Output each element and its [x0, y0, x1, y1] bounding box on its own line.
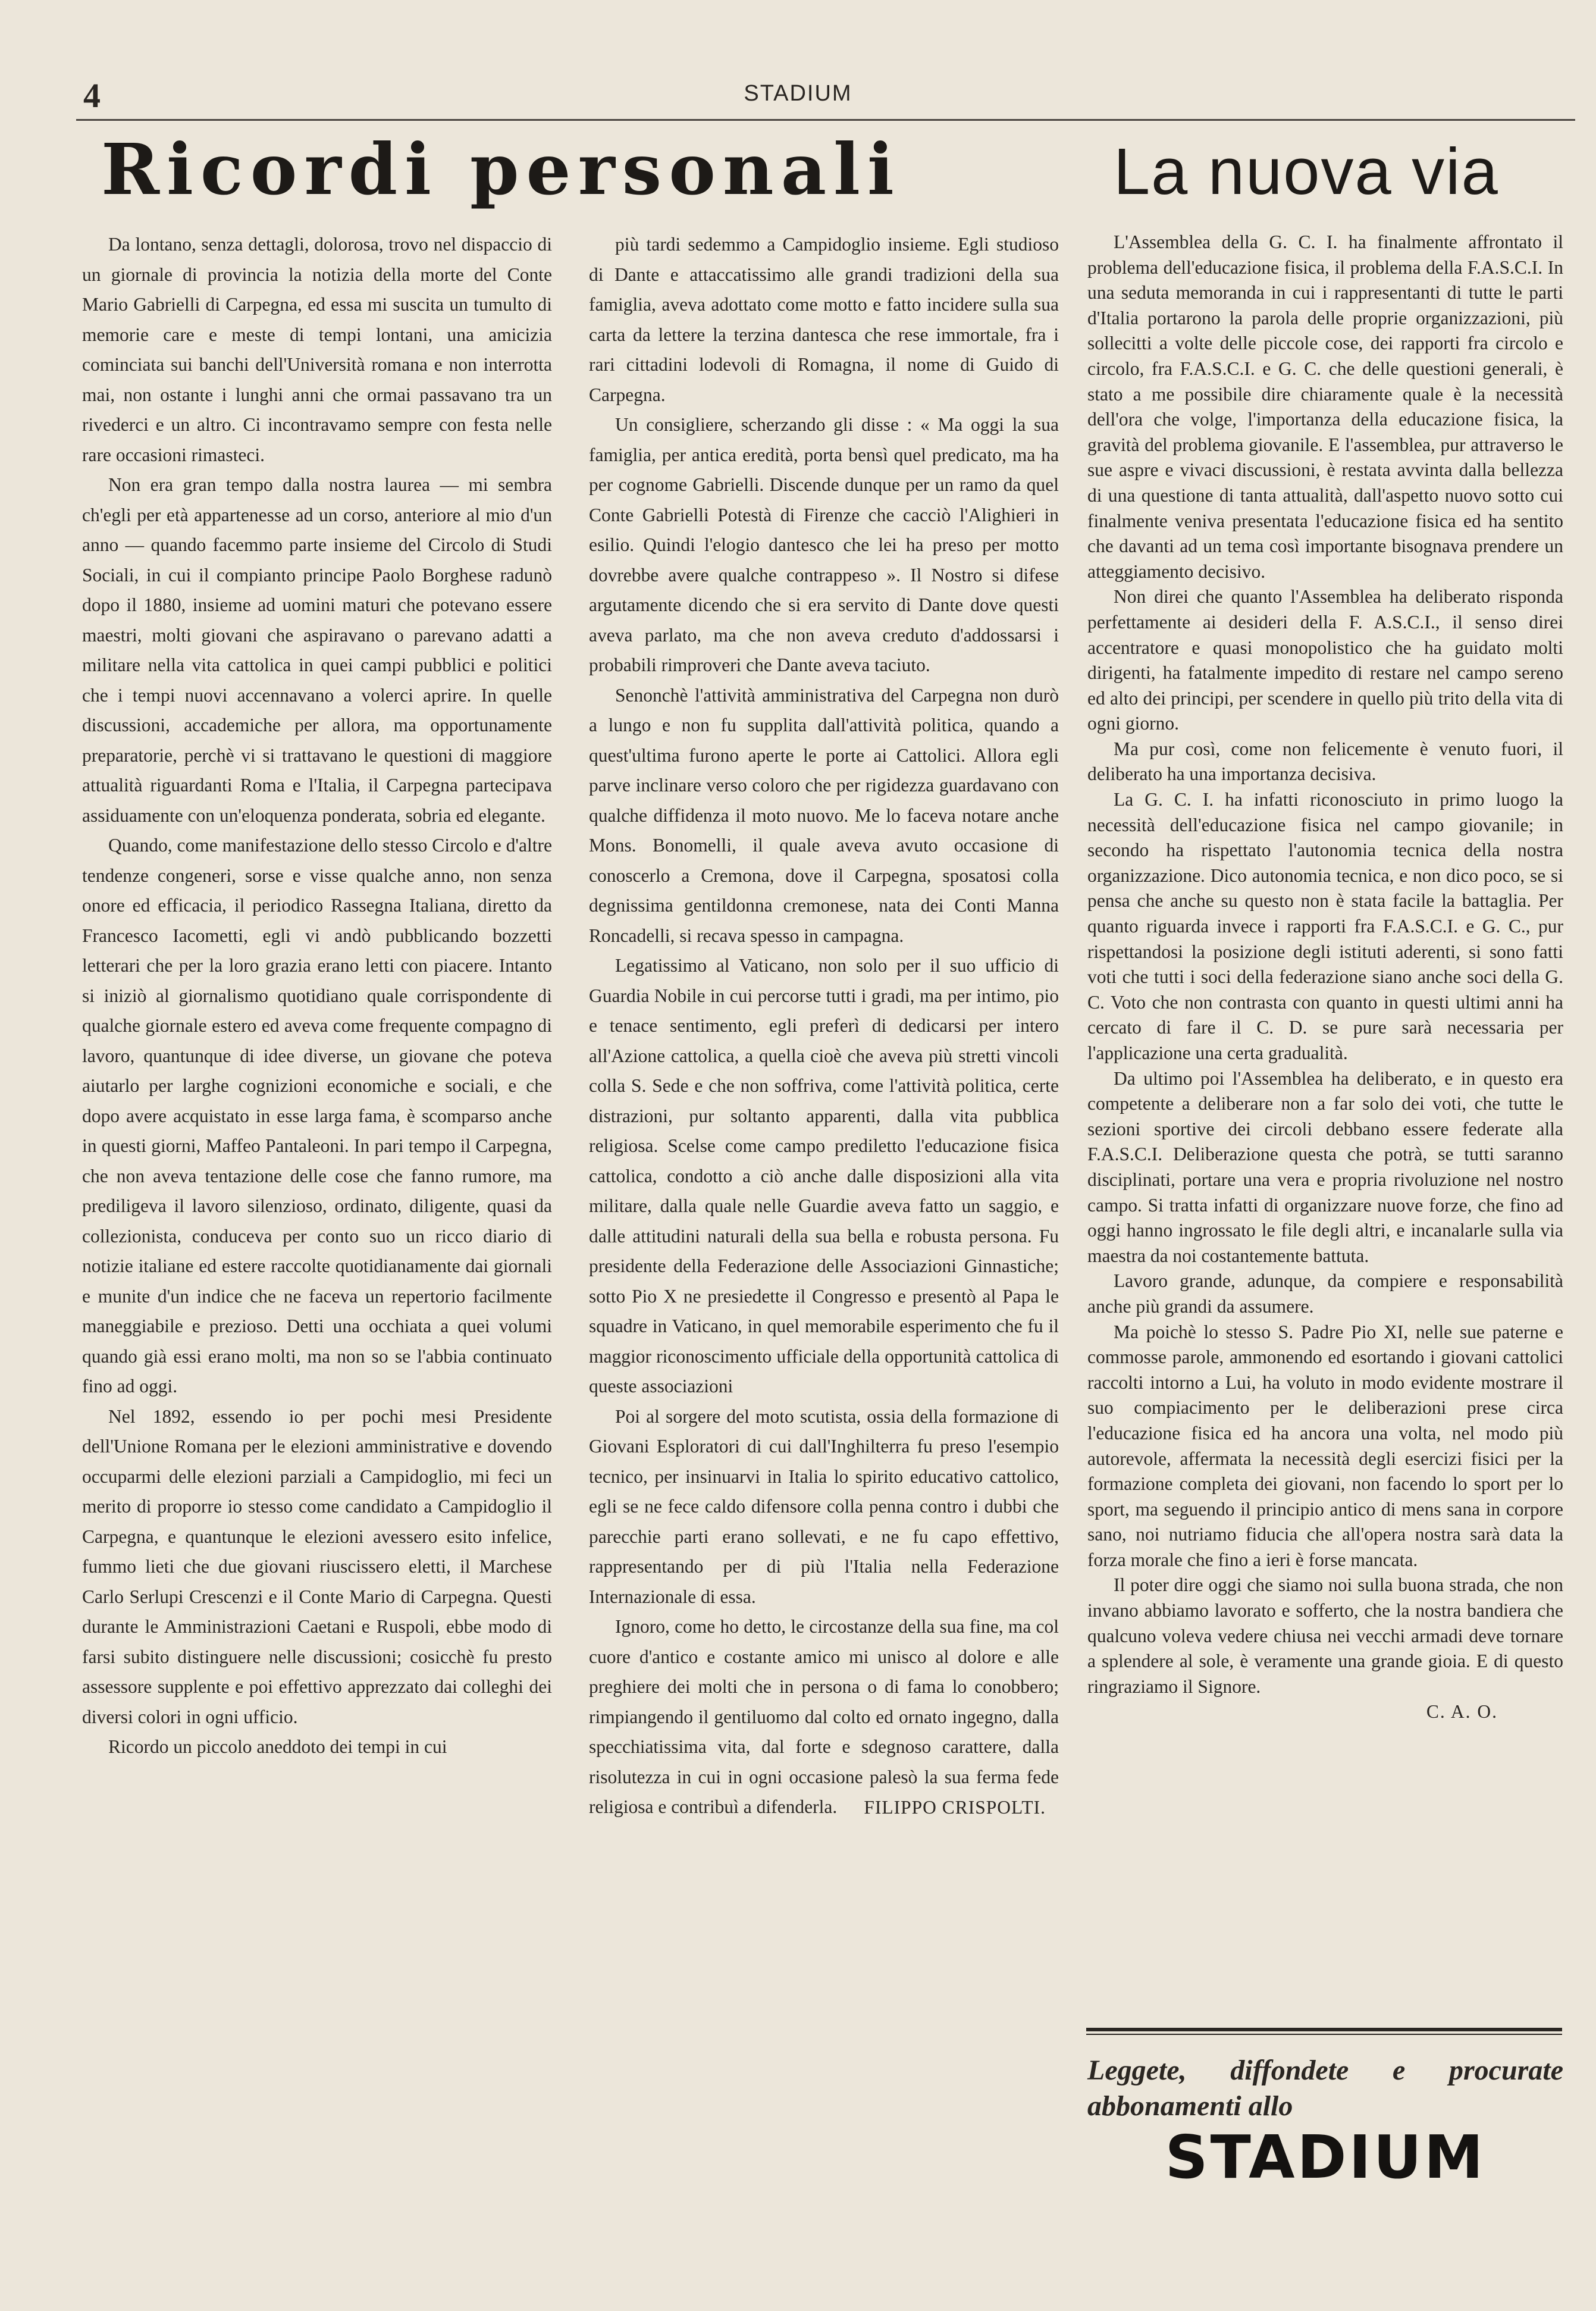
paragraph: Da lontano, senza dettagli, dolorosa, trovo nel dispaccio di un giornale di provincia la notizia della morte del Conte Mario Gabrielli di Carpegna, ed essa mi suscita un tumulto di memorie care e meste di tempi lontani, una amicizia cominciata sui banchi dell'Università romana e non interrotta mai, non ostante i lunghi anni che ormai passavano tra un rivederci e un altro. Ci incontravamo sempre con festa nelle rare occasioni rimasteci. — [82, 234, 552, 465]
article-column-1 — [82, 230, 552, 1762]
paragraph: Legatissimo al Vaticano, non solo per il suo ufficio di Guardia Nobile in cui percorse tutti i gradi, ma per intimo, pio e tenace sentimento, egli preferì di dedicarsi per intero all'Azione cattolica, a quella cioè che aveva più stretti vincoli colla S. Sede e che non soffriva, come l'attività politica, certe distrazioni, pur soltanto apparenti, dalla vita pubblica religiosa. Scelse come campo prediletto l'educazione fisica cattolica, condotto a ciò anche dalle disposizioni alla vita militare, dalla quale nelle Guardie aveva fatto un saggio, e dalle attitudini naturali della sua bella e robusta persona. Fu presidente della Federazione delle Associazioni Ginnastiche; sotto Pio X ne presiedette il Congresso e presentò al Papa le squadre in Vaticano, in quel memorabile esperimento che fu il maggior riconoscimento ufficiale della opportunità cattolica di queste associazioni — [589, 955, 1059, 1396]
paragraph: Poi al sorgere del moto scutista, ossia della formazione di Giovani Esploratori di cui dall'Inghilterra fu preso l'esempio tecnico, per insinuarvi in Italia lo spirito educativo cattolico, egli se ne fece caldo difensore colla penna contro i dubbi che parecchie parti erano sollevati, e ne fu capo effettivo, rappresentando per di più l'Italia nella Federazione Internazionale di essa. — [589, 1405, 1059, 1607]
paragraph: La G. C. I. ha infatti riconosciuto in primo luogo la necessità dell'educazione fisica nel campo giovanile; in secondo ha rispettato l'autonomia tecnica della nostra organizzazione. Dico autonomia tecnica, e non dico poco, se si pensa che anche su questo non è stata facile la battaglia. Per quanto riguarda invece i rapporti fra F.A.S.C.I. e G. C., pur rispettandosi la posizione degli istituti aderenti, si sono fatti voti che tutti i soci della federazione siano anche soci della G. C. Voto che non contrasta con quanto in questi ultimi anni ha cercato di fare il C. D. se pure sarà necessaria per l'applicazione una certa gradualità. — [1087, 789, 1563, 1063]
promo-text: Leggete, diffondete e procurate abbonamenti allo — [1087, 2055, 1563, 2122]
paragraph: Da ultimo poi l'Assemblea ha deliberato, e in questo era competente a deliberare non a far solo dei voti, che tutte le sezioni sportive dei circoli debbano essere federate alla F.A.S.C.I. Deliberazione questa che potrà, se tutti saranno disciplinati, portare una vera e propria rivoluzione nel nostro campo. Si tratta infatti di organizzare nuove forze, che fino ad oggi hanno ingrossato le file degli altri, e incanalarle sulla via maestra da noi costantemente battuta. — [1087, 1067, 1563, 1266]
article-title-ricordi: Ricordi personali — [101, 128, 901, 211]
paragraph: Non direi che quanto l'Assemblea ha deliberato risponda perfettamente ai desideri della F. A.S.C.I., il senso direi accentratore e quasi monopolistico che ha guidato molti dirigenti, ha fatalmente impedito di restare nel campo sereno ed alto dei principi, per scendere in quello più trito della vita di ogni giorno. — [1087, 586, 1563, 734]
header-rule — [76, 119, 1575, 121]
article-signature-initials: C. A. O. — [1426, 1701, 1498, 1723]
paragraph: Il poter dire oggi che siamo noi sulla buona strada, che non invano abbiamo lavorato e sofferto, che la nostra bandiera che qualcuno voleva vedere chiusa nei vecchi armadi deve tornare a splendere al sole, è veramente una grande gioia. E di questo ringraziamo il Signore. — [1087, 1574, 1563, 1697]
paragraph: Ricordo un piccolo aneddoto dei tempi in cui — [108, 1736, 447, 1757]
paragraph: Quando, come manifestazione dello stesso Circolo e d'altre tendenze congeneri, sorse e visse qualche anno, non senza onore ed efficacia, il periodico Rassegna Italiana, diretto da Francesco Iacometti, egli vi andò pubblicando bozzetti letterari che per la loro grazia erano letti con piacere. Intanto si iniziò al giornalismo quotidiano quale corrispondente di qualche giornale estero ed aveva come frequente compagno di lavoro, quantunque di idee diverse, un giovane che poteva aiutarlo per larghe cognizioni economiche e sociali, e che dopo avere acquistato in esse larga fama, è scomparso anche in questi giorni, Maffeo Pantaleoni. In pari tempo il Carpegna, che non aveva tentazione delle cose che fanno rumore, ma prediligeva il lavoro silenzioso, ordinato, diligente, quasi da collezionista, conduceva per conto suo un ricco diario di notizie italiane ed estere raccolte quotidianamente dai giornali e munite d'un indice che ne faceva un repertorio facilmente maneggiabile e prezioso. Detti una occhiata a quei volumi quando già essi erano molti, ma non so se l'abbia continuato fino ad oggi. — [82, 835, 552, 1396]
page-header — [0, 0, 1596, 125]
masthead: STADIUM — [744, 81, 852, 106]
paragraph: L'Assemblea della G. C. I. ha finalmente affrontato il problema dell'educazione fisica, il problema della F.A.S.C.I. In una seduta memoranda in cui i rappresentanti di tutte le parti d'Italia portarono la parola delle proprie organizzazioni, più sollecitti a volte delle piccole cose, dei rapporti fra circolo e circolo, fra F.A.S.C.I. e G. C. che delle questioni generali, è stato a me possibile dire chiaramente quale è la necessità dell'ora che volge, l'importanza della educazione fisica, la gravità del problema giovanile. E l'assemblea, pur attraverso le sue aspre e vivaci discussioni, è restata avvinta dalla bellezza di una questione di tanta attualità, dall'aspetto nuovo sotto cui finalmente veniva presentata l'educazione fisica ed ha sentito che davanti ad un tema così importante bisognava prendere un atteggiamento decisivo. — [1087, 231, 1563, 582]
article-column-3 — [1087, 230, 1563, 1725]
paragraph: Lavoro grande, adunque, da compiere e responsabilità anche più grandi da assumere. — [1087, 1270, 1563, 1317]
paragraph: Non era gran tempo dalla nostra laurea — mi sembra ch'egli per età appartenesse ad un corso, anteriore al mio d'un anno — quando facemmo parte insieme del Circolo di Studi Sociali, in cui il compianto principe Paolo Borghese radunò dopo il 1880, insieme ad uomini maturi che potevano essere maestri, molti giovani che aspiravano o parevano adatti a militare nella vita cattolica in quei campi pubblici e politici che i tempi nuovi accennavano a volerci aprire. In quelle discussioni, accademiche per allora, ma opportunamente preparatorie, perchè vi si trattavano le questioni di maggiore attualità riguardanti Roma e l'Italia, il Carpegna partecipava assiduamente con un'eloquenza ponderata, sobria ed elegante. — [82, 474, 552, 826]
paragraph: Ma poichè lo stesso S. Padre Pio XI, nelle sue paterne e commosse parole, ammonendo ed esortando i giovani cattolici raccolti intorno a Lui, ha voluto in modo evidente mostrare il suo compiacimento per le deliberazioni prese circa l'educazione fisica ed ha ancora una volta, nel modo più autorevole, affermata la necessità degli esercizi fisici per la formazione completa dei giovani, non facendo lo sport per lo sport, ma seguendo il principio antico di mens sana in corpore sano, noi nutriamo fiducia che all'opera nostra sarà data la forza morale che fino a ieri è forse mancata. — [1087, 1321, 1563, 1570]
paragraph: Un consigliere, scherzando gli disse : « Ma oggi la sua famiglia, per antica eredità, porta bensì quel predicato, ma ha per cognome Gabrielli. Discende dunque per un ramo da quel Conte Gabrielli Potestà di Firenze che cacciò l'Alighieri in esilio. Quindi l'elogio dantesco che lei ha preso per motto dovrebbe avere qualche contrappeso ». Il Nostro si difese argutamente dicendo che si era servito di Dante dove questi aveva parlato, ma che non aveva creduto d'addossarsi i probabili rimproveri che Dante aveva taciuto. — [589, 414, 1059, 675]
page-number: 4 — [83, 76, 101, 115]
article-title-nuova-via: La nuova via — [1114, 135, 1499, 208]
promo-brand: STADIUM — [1165, 2122, 1486, 2192]
paragraph: Ignoro, come ho detto, le circostanze della sua fine, ma col cuore d'antico e costante amico mi unisco al dolore e alle preghiere dei molti che in persona o di fama lo conobbero; rimpiangendo il gentiluomo dal colto ed ornato ingegno, dalla specchiatissima vita, dal forte e sdegnoso carattere, dalla risolutezza in cui in ogni occasione palesò la sua ferma fede religiosa e contribuì a difenderla. — [589, 1616, 1059, 1817]
paragraph: più tardi sedemmo a Campidoglio insieme. Egli studioso di Dante e attaccatissimo alle grandi tradizioni della sua famiglia, aveva adottato come motto e fatto incidere sulla sua carta da lettere la terzina dantesca che rese immortale, fra i rari cittadini lodevoli di Romagna, il nome di Guido di Carpegna. — [589, 234, 1059, 405]
paragraph: Nel 1892, essendo io per pochi mesi Presidente dell'Unione Romana per le elezioni amministrative e dovendo occuparmi delle elezioni parziali a Campidoglio, mi feci un merito di proporre io stesso come candidato a Campidoglio il Carpegna, e quantunque le elezioni avessero esito infelice, fummo lieti che due giovani riuscissero eletti, il Marchese Carlo Serlupi Crescenzi e il Conte Mario di Carpegna. Questi durante le Amministrazioni Caetani e Ruspoli, ebbe modo di farsi subito distinguere nelle discussioni; cosicchè fu presto assessore supplente e poi effettivo apprezzato dai colleghi dei diversi colori in ogni ufficio. — [82, 1405, 552, 1727]
promo-divider — [1086, 2028, 1562, 2031]
promo-divider-thin — [1086, 2034, 1562, 2035]
article-signature: FILIPPO CRISPOLTI. — [864, 1796, 1046, 1818]
paragraph: Ma pur così, come non felicemente è venuto fuori, il deliberato ha una importanza decisiva. — [1087, 738, 1563, 785]
paragraph: Senonchè l'attività amministrativa del Carpegna non durò a lungo e non fu supplita dall'attività politica, quando a quest'ultima furono aperte le porte ai Cattolici. Allora egli parve inclinare verso coloro che per rigidezza guardavano con qualche diffidenza il moto nuovo. Me lo faceva notare anche Mons. Bonomelli, il quale aveva avuto occasione di conoscerlo a Cremona, dove il Carpegna, sposatosi colla degnissima gentildonna cremonese, nata dei Conti Manna Roncadelli, si recava spesso in campagna. — [589, 684, 1059, 946]
article-column-2 — [589, 230, 1059, 1823]
